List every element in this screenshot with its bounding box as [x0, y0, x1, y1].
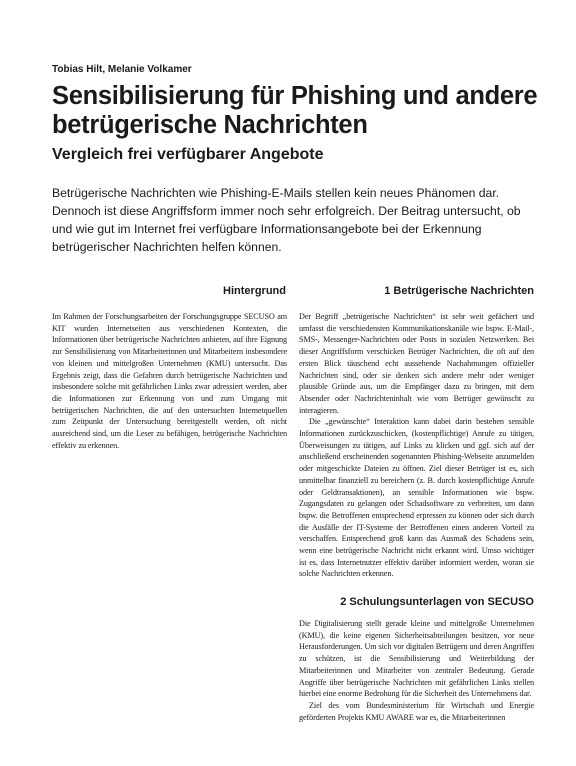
section-heading-hintergrund: Hintergrund [223, 285, 286, 297]
section2-paragraph-1: Die Digitalisierung stellt gerade kleine und mittelgroße Unternehmen (KMU), die keine eigenen Sicherheitsabteilungen besitzen, vor neue Herausforderungen. Um sich vor digitalen Betrügern und deren Angriffen zu schützen, ist die Sensibilisierung und Weiterbildung der Mitarbeiterinnen und Mitarbeiter von zentraler Bedeutung. Gerade Angriffe über betrügerische Nachrichten mit gefährlichen Links stellen hierbei eine enorme Bedrohung für die Sicherheit des Unternehmens dar. [299, 619, 534, 699]
background-text [52, 311, 287, 451]
section1-text [299, 311, 534, 580]
background-paragraph: Im Rahmen der Forschungsarbeiten der Forschungsgruppe SECUSO am KIT wurden Internetseiten aus verschiedenen Kontexten, die Informationen über betrügerische Nachrichten anbieten, auf ihre Eignung zur Sensibilisierung von Mitarbeiterinnen und Mitarbeitern insbesondere von kleinen und mittelgroßen Unternehmen (KMU) untersucht. Das Ergebnis zeigt, dass die Gefahren durch betrügerische Nachrichten und insbesondere solche mit gefährlichen Links zwar adressiert werden, aber die Informationen zur Erkennung von und zum Umgang mit betrügerischen Nachrichten, die auf den untersuchten Internetquellen zum Zeitpunkt der Untersuchung bereitgestellt werden, oft nicht ausreichend sind, um die Leser zu befähigen, betrügerische Nachrichten effektiv zu erkennen. [52, 312, 287, 450]
section-heading-1: 1 Betrügerische Nachrichten [384, 285, 534, 297]
section1-paragraph-1: Der Begriff „betrügerische Nachrichten“ ist sehr weit gefächert und umfasst die verschiedensten Kommunikationskanäle wie bspw. E-Mail-, SMS-, Messenger-Nachrichten oder Posts in sozialen Netzwerken. Bei dieser Angriffsform verschicken Betrüger Nachrichten, die oft auf den ersten Blick täuschend echt aussehende Nachahmungen offizieller Nachrichten sind, oder sie denken sich andere mehr oder weniger plausible Gründe aus, um die Empfänger dazu zu bringen, mit dem Absender oder Nachrichteninhalt wie vom Betrüger gewünscht zu interagieren. [299, 312, 534, 415]
section2-paragraph-2: Ziel des vom Bundesministerium für Wirtschaft und Energie geförderten Projekts KMU AWARE war es, die Mitarbeiterinnen [299, 700, 534, 722]
section-heading-2: 2 Schulungsunterlagen von SECUSO [340, 596, 534, 608]
article-subtitle: Vergleich frei verfügbarer Angebote [52, 146, 324, 163]
article-title: Sensibilisierung für Phishing und andere betrügerische Nachrichten [52, 82, 538, 139]
abstract: Betrügerische Nachrichten wie Phishing-E-Mails stellen kein neues Phänomen dar. Dennoch ist diese Angriffsform immer noch sehr erfolgreich. Der Beitrag untersucht, ob und wie gut im Internet frei verfügbare Informationsangebote bei der Erkennung betrügerischer Nachrichten helfen können. [52, 186, 521, 254]
authors: Tobias Hilt, Melanie Volkamer [52, 64, 192, 75]
section1-paragraph-2: Die „gewünschte“ Interaktion kann dabei darin bestehen sensible Informationen zurückzuschicken, (kostenpflichtige) Anrufe zu tätigen, Überweisungen zu tätigen, auf Links zu klicken und ggf. sich auf der anschließend erscheinenden sogenannten Phishing-Webseite anzumelden oder mitgeschickte Dateien zu öffnen. Ziel dieser Betrüger ist es, sich unmittelbar finanziell zu bereichern (z. B. durch kostenpflichtige Anrufe oder Geldtransaktionen), an sensible Informationen wie bspw. Zugangsdaten zu gelangen oder Schadsoftware zu verbreiten, um dann bspw. die Betroffenen entsprechend erpressen zu können oder sich durch die Ausfälle der IT-Systeme der Betroffenen einen anderen Vorteil zu verschaffen. Entsprechend groß kann das Ausmaß des Schadens sein, wenn eine betrügerische Nachricht nicht erkannt wird. Umso wichtiger ist es, dass Internetnutzer effektiv darüber informiert werden, woran sie solche Nachrichten erkennen. [299, 417, 534, 579]
section2-text [299, 618, 534, 723]
